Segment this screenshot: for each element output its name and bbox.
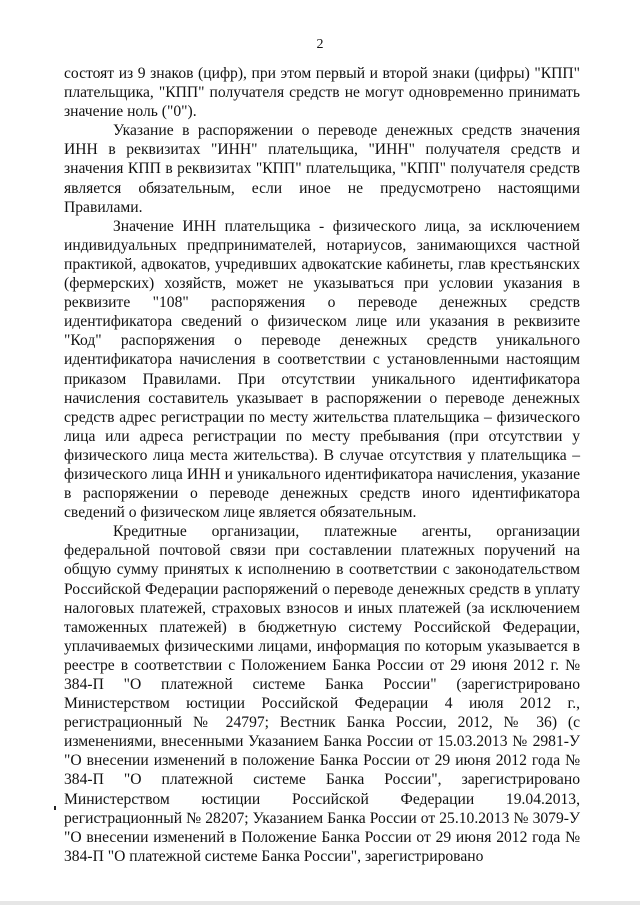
scan-bottom-edge xyxy=(0,901,640,905)
paragraph-inn-kpp-requirement: Указание в распоряжении о переводе денежных средств значения ИНН в реквизитах "ИНН" плательщика, "ИНН" получателя средств и значения КПП в реквизитах "КПП" плательщика, "КПП" получателя средств является обязательным, если иное не предусмотрено настоящими Правилами. xyxy=(64,122,580,216)
scan-speck xyxy=(54,806,56,810)
document-body xyxy=(64,64,580,866)
paragraph-credit-organizations: Кредитные организации, платежные агенты, организации федеральной почтовой связи при составлении платежных поручений на общую сумму принятых к исполнению в соответствии с законодательством Российской Федерации распоряжений о переводе денежных средств в уплату налоговых платежей, страховых взносов и иных платежей (за исключением таможенных платежей) в бюджетную систему Российской Федерации, уплачиваемых физическими лицами, информация по которым указывается в реестре в соответствии с Положением Банка России от 29 июня 2012 г. № 384-П "О платежной системе Банка России" (зарегистрировано Министерством юстиции Российской Федерации 4 июля 2012 г., регистрационный № 24797; Вестник Банка России, 2012, № 36) (с изменениями, внесенными Указанием Банка России от 15.03.2013 № 2981-У "О внесении изменений в положение Банка России от 29 июня 2012 года № 384-П "О платежной системе Банка России", зарегистрировано Министерством юстиции Российской Федерации 19.04.2013, регистрационный № 28207; Указанием Банка России от 25.10.2013 № 3079-У "О внесении изменений в Положение Банка России от 29 июня 2012 года № 384-П "О платежной системе Банка России", зарегистрировано xyxy=(64,523,580,865)
page-number: 2 xyxy=(316,37,324,52)
paragraph-continuation: состоят из 9 знаков (цифр), при этом первый и второй знаки (цифры) "КПП" плательщика, "КПП" получателя средств не могут одновременно принимать значение ноль ("0"). xyxy=(64,65,580,121)
paragraph-individual-inn: Значение ИНН плательщика - физического лица, за исключением индивидуальных предпринимателей, нотариусов, занимающихся частной практикой, адвокатов, учредивших адвокатские кабинеты, глав крестьянских (фермерских) хозяйств, может не указываться при условии указания в реквизите "108" распоряжения о переводе денежных средств идентификатора сведений о физическом лице или указания в реквизите "Код" распоряжения о переводе денежных средств уникального идентификатора начисления в соответствии с установленными настоящим приказом Правилами. При отсутствии уникального идентификатора начисления составитель указывает в распоряжении о переводе денежных средств адрес регистрации по месту жительства плательщика – физического лица или адреса регистрации по месту пребывания (при отсутствии у физического лица места жительства). В случае отсутствия у плательщика – физического лица ИНН и уникального идентификатора начисления, указание в распоряжении о переводе денежных средств иного идентификатора сведений о физическом лице является обязательным. xyxy=(64,217,580,522)
